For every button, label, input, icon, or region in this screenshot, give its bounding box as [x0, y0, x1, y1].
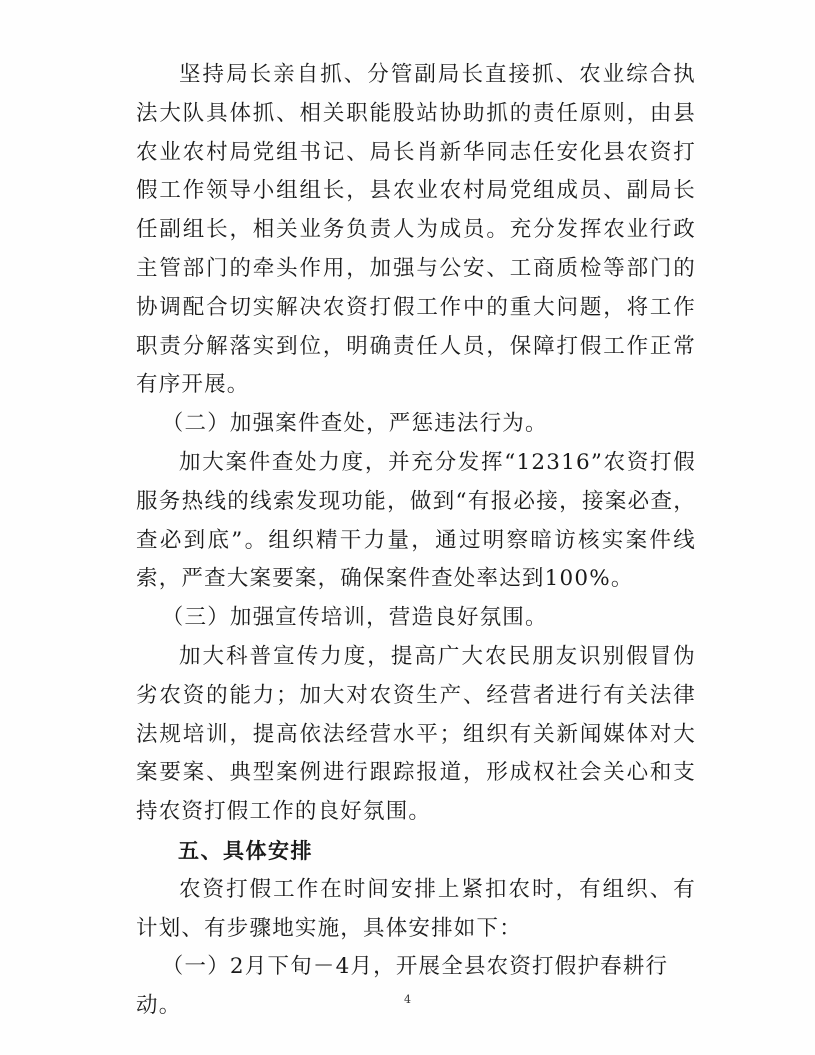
subheading-spring-action: （一）2月下旬－4月，开展全县农资打假护春耕行动。 — [136, 954, 669, 1019]
subheading-publicity-training: （三）加强宣传培训，营造良好氛围。 — [161, 605, 548, 631]
subheading-case-handling: （二）加强案件查处，严惩违法行为。 — [161, 411, 548, 437]
document-body — [136, 56, 696, 1026]
paragraph-publicity-training: 加大科普宣传力度，提高广大农民朋友识别假冒伪劣农资的能力；加大对农资生产、经营者进行有关法律法规培训，提高依法经营水平；组织有关新闻媒体对大案要案、典型案例进行跟踪报道，形成权社会关心和支持农资打假工作的良好氛围。 — [136, 643, 696, 825]
paragraph-responsibility: 坚持局长亲自抓、分管副局长直接抓、农业综合执法大队具体抓、相关职能股站协助抓的责任原则，由县农业农村局党组书记、局长肖新华同志任安化县农资打假工作领导小组组长，县农业农村局党组成员、副局长任副组长，相关业务负责人为成员。充分发挥农业行政主管部门的牵头作用，加强与公安、工商质检等部门的协调配合切实解决农资打假工作中的重大问题，将工作职责分解落实到位，明确责任人员，保障打假工作正常有序开展。 — [136, 62, 696, 398]
paragraph-case-handling: 加大案件查处力度，并充分发挥“12316”农资打假服务热线的线索发现功能，做到“有报必接，接案必查，查必到底”。组织精干力量，通过明察暗访核实案件线索，严查大案要案，确保案件查处率达到100%。 — [136, 449, 696, 592]
section-heading-arrangement: 五、具体安排 — [178, 838, 313, 863]
page-number: 4 — [404, 993, 411, 1006]
paragraph-arrangement: 农资打假工作在时间安排上紧扣农时，有组织、有计划、有步骤地实施，具体安排如下： — [136, 876, 696, 941]
